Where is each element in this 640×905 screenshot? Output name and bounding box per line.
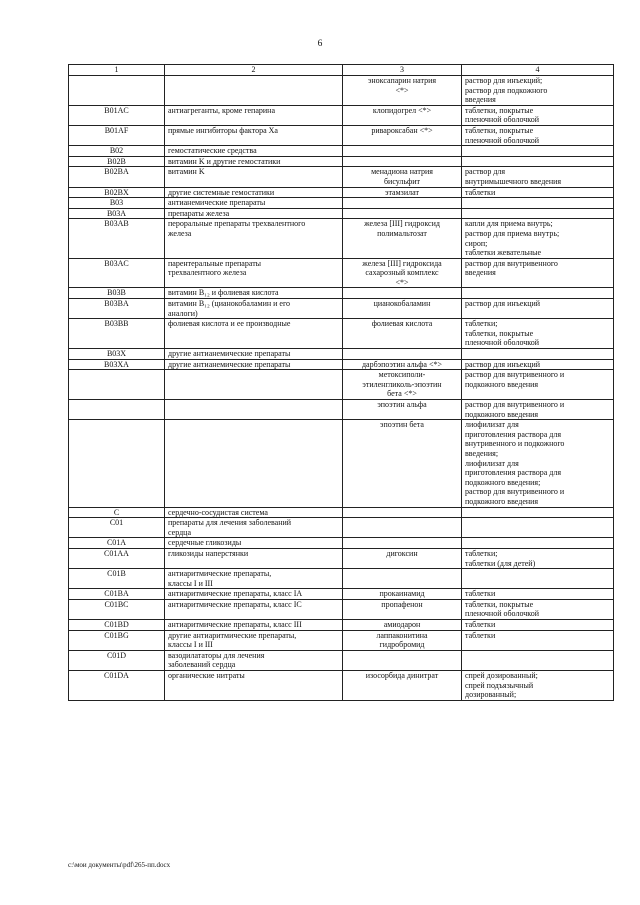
- table-row: [69, 420, 614, 507]
- table-row: [69, 507, 614, 518]
- drug-name-cell: [343, 125, 462, 145]
- dosage-form-line: подкожного введения: [465, 379, 539, 389]
- group-name-cell: [165, 400, 343, 420]
- group-name-cell: [165, 589, 343, 600]
- table-row: [69, 349, 614, 360]
- drug-name-line: изосорбида динитрат: [365, 671, 439, 681]
- dosage-form-cell: [462, 299, 614, 319]
- group-name-cell: [165, 198, 343, 209]
- dosage-form-cell: [462, 288, 614, 299]
- dosage-form-line: дозированный;: [465, 690, 517, 700]
- table-row: [69, 258, 614, 288]
- drug-name-cell: [343, 599, 462, 619]
- dosage-form-line: таблетки: [465, 630, 496, 640]
- dosage-form-line: подкожного введения: [465, 409, 539, 419]
- drug-name-line: дарбэпоэтин альфа <*>: [361, 359, 442, 369]
- dosage-form-line: таблетки, покрытые: [465, 599, 534, 609]
- dosage-form-line: пленочной оболочкой: [465, 115, 540, 125]
- drug-name-cell: [343, 146, 462, 157]
- group-name-cell: [165, 288, 343, 299]
- table-row: [69, 671, 614, 701]
- atc-code-cell: B03A: [69, 208, 165, 219]
- table-row: [69, 198, 614, 209]
- group-name-line: гликозиды наперстянки: [168, 548, 249, 558]
- table-row: [69, 319, 614, 349]
- page-number: 6: [317, 39, 323, 49]
- dosage-form-line: таблетки: [465, 187, 496, 197]
- table-row: [69, 156, 614, 167]
- dosage-form-line: таблетки (для детей): [465, 558, 536, 568]
- table-row: [69, 288, 614, 299]
- dosage-form-line: спрей подъязычный: [465, 680, 534, 690]
- atc-code-cell: [69, 370, 165, 400]
- table-row: [69, 125, 614, 145]
- drug-name-cell: [343, 76, 462, 106]
- drug-name-line: этамзилат: [385, 187, 419, 197]
- group-name-line: трехвалентного железа: [168, 268, 247, 278]
- dosage-form-line: раствор для приема внутрь;: [465, 228, 560, 238]
- dosage-form-line: пленочной оболочкой: [465, 609, 540, 619]
- group-name-line: антиаритмические препараты,: [168, 569, 272, 579]
- group-name-line: аналоги): [168, 308, 198, 318]
- dosage-form-line: таблетки, покрытые: [465, 105, 534, 115]
- table-row: [69, 187, 614, 198]
- atc-code-cell: B02BX: [69, 187, 165, 198]
- drug-name-line: клопидогрел <*>: [372, 105, 432, 115]
- dosage-form-line: таблетки;: [465, 319, 498, 329]
- dosage-form-cell: [462, 620, 614, 631]
- drug-name-line: эноксапарин натрия: [367, 76, 437, 85]
- drug-name-cell: [343, 219, 462, 258]
- group-name-line: антиагреганты, кроме гепарина: [168, 105, 275, 115]
- dosage-form-line: спрей дозированный;: [465, 671, 538, 681]
- group-name-cell: [165, 599, 343, 619]
- dosage-form-line: раствор для: [465, 167, 506, 177]
- atc-code-cell: B03BB: [69, 319, 165, 349]
- group-name-line: другие антиаритмические препараты,: [168, 630, 297, 640]
- drug-name-cell: [343, 319, 462, 349]
- drug-table: [68, 64, 614, 701]
- drug-name-cell: [343, 589, 462, 600]
- atc-code-cell: [69, 76, 165, 106]
- group-name-cell: [165, 219, 343, 258]
- drug-name-cell: [343, 420, 462, 507]
- drug-name-line: железа [III] гидроксида: [362, 258, 442, 268]
- dosage-form-line: капли для приема внутрь;: [465, 219, 553, 229]
- dosage-form-cell: [462, 198, 614, 209]
- atc-code-cell: C01D: [69, 650, 165, 670]
- drug-name-line: амиодарон: [383, 620, 421, 630]
- atc-code-cell: C01: [69, 518, 165, 538]
- dosage-form-cell: [462, 146, 614, 157]
- drug-name-cell: [343, 548, 462, 568]
- table-row: [69, 589, 614, 600]
- group-name-line: вазодилататоры для лечения: [168, 650, 265, 660]
- table-row: [69, 620, 614, 631]
- table-row: [69, 630, 614, 650]
- dosage-form-cell: [462, 359, 614, 370]
- drug-name-line: гидробромид: [379, 640, 425, 650]
- drug-name-cell: [343, 400, 462, 420]
- group-name-line: железа: [168, 228, 192, 238]
- dosage-form-cell: [462, 589, 614, 600]
- dosage-form-line: подкожного введения: [465, 496, 539, 506]
- atc-code-cell: B01AF: [69, 125, 165, 145]
- dosage-form-cell: [462, 187, 614, 198]
- drug-name-line: сахарозный комплекс: [365, 268, 439, 278]
- atc-code-cell: B02BA: [69, 167, 165, 187]
- column-header: 4: [462, 65, 614, 76]
- atc-code-cell: B03B: [69, 288, 165, 299]
- drug-name-line: дигоксин: [386, 548, 418, 558]
- drug-name-cell: [343, 299, 462, 319]
- atc-code-cell: C01DA: [69, 671, 165, 701]
- dosage-form-line: раствор для инъекций: [465, 299, 541, 309]
- dosage-form-cell: [462, 538, 614, 549]
- group-name-cell: [165, 420, 343, 507]
- group-name-cell: [165, 548, 343, 568]
- dosage-form-line: раствор для внутривенного и: [465, 400, 565, 409]
- drug-name-line: эпоэтин альфа: [377, 400, 427, 409]
- group-name-cell: [165, 146, 343, 157]
- drug-name-cell: [343, 370, 462, 400]
- drug-name-cell: [343, 258, 462, 288]
- atc-code-cell: [69, 420, 165, 507]
- table-row: [69, 76, 614, 106]
- group-name-line: фолиевая кислота и ее производные: [168, 319, 291, 329]
- dosage-form-line: таблетки: [465, 589, 496, 599]
- dosage-form-line: таблетки;: [465, 548, 498, 558]
- drug-name-cell: [343, 620, 462, 631]
- atc-code-cell: B03AB: [69, 219, 165, 258]
- dosage-form-line: таблетки: [465, 620, 496, 630]
- atc-code-cell: C: [69, 507, 165, 518]
- group-name-cell: [165, 167, 343, 187]
- drug-name-cell: [343, 187, 462, 198]
- dosage-form-cell: [462, 650, 614, 670]
- drug-name-line: полимальтозат: [377, 228, 427, 238]
- table-row: [69, 299, 614, 319]
- dosage-form-cell: [462, 569, 614, 589]
- table-row: [69, 518, 614, 538]
- group-name-line: органические нитраты: [168, 671, 245, 681]
- table-row: [69, 538, 614, 549]
- group-name-line: антиаритмические препараты, класс IC: [168, 599, 302, 609]
- drug-name-cell: [343, 671, 462, 701]
- group-name-cell: [165, 630, 343, 650]
- dosage-form-line: раствор для внутривенного: [465, 258, 558, 268]
- atc-code-cell: C01BG: [69, 630, 165, 650]
- dosage-form-line: внутримышечного введения: [465, 176, 562, 186]
- drug-name-line: этиленгликоль-эпоэтин: [362, 379, 442, 389]
- column-header: 2: [165, 65, 343, 76]
- atc-code-cell: C01BA: [69, 589, 165, 600]
- group-name-line: сердечные гликозиды: [168, 538, 242, 548]
- atc-code-cell: B03BA: [69, 299, 165, 319]
- drug-name-line: метоксиполи-: [378, 370, 426, 380]
- group-name-cell: [165, 258, 343, 288]
- dosage-form-line: раствор для внутривенного и: [465, 487, 565, 497]
- table-row: [69, 548, 614, 568]
- dosage-form-line: раствор для подкожного: [465, 85, 548, 95]
- drug-name-cell: [343, 208, 462, 219]
- dosage-form-cell: [462, 105, 614, 125]
- atc-code-cell: C01BC: [69, 599, 165, 619]
- group-name-cell: [165, 319, 343, 349]
- atc-code-cell: B01AC: [69, 105, 165, 125]
- drug-name-line: бисульфит: [383, 176, 421, 186]
- column-header: 3: [343, 65, 462, 76]
- dosage-form-cell: [462, 400, 614, 420]
- dosage-form-cell: [462, 156, 614, 167]
- dosage-form-cell: [462, 630, 614, 650]
- dosage-form-cell: [462, 599, 614, 619]
- dosage-form-line: пленочной оболочкой: [465, 135, 540, 145]
- dosage-form-line: введения;: [465, 448, 499, 458]
- group-name-cell: [165, 156, 343, 167]
- group-name-line: сердца: [168, 527, 191, 537]
- group-name-line: гемостатические средства: [168, 146, 257, 156]
- drug-name-line: фолиевая кислота: [371, 319, 433, 329]
- group-name-cell: [165, 125, 343, 145]
- dosage-form-line: приготовления раствора для: [465, 468, 561, 478]
- table-row: [69, 370, 614, 400]
- dosage-form-line: раствор для инъекций: [465, 359, 541, 369]
- dosage-form-cell: [462, 208, 614, 219]
- group-name-line: другие системные гемостатики: [168, 187, 275, 197]
- table-row: [69, 219, 614, 258]
- dosage-form-line: таблетки жевательные: [465, 248, 542, 258]
- table-row: [69, 167, 614, 187]
- atc-code-cell: B03: [69, 198, 165, 209]
- atc-code-cell: B03X: [69, 349, 165, 360]
- group-name-cell: [165, 299, 343, 319]
- atc-code-cell: C01AA: [69, 548, 165, 568]
- group-name-line: другие антианемические препараты: [168, 359, 291, 369]
- drug-name-cell: [343, 630, 462, 650]
- drug-name-line: пропафенон: [381, 599, 423, 609]
- group-name-line: антианемические препараты: [168, 198, 266, 208]
- drug-name-line: прокаинамид: [379, 589, 425, 599]
- dosage-form-cell: [462, 76, 614, 106]
- group-name-line: антиаритмические препараты, класс III: [168, 620, 302, 630]
- drug-name-cell: [343, 569, 462, 589]
- atc-code-cell: B02: [69, 146, 165, 157]
- table-row: [69, 569, 614, 589]
- drug-name-cell: [343, 349, 462, 360]
- drug-name-cell: [343, 538, 462, 549]
- group-name-line: витамин B₁₂ и фолиевая кислота: [168, 288, 279, 298]
- dosage-form-line: подкожного введения;: [465, 477, 541, 487]
- group-name-line: пероральные препараты трехвалентного: [168, 219, 306, 229]
- group-name-cell: [165, 105, 343, 125]
- dosage-form-line: таблетки, покрытые: [465, 125, 534, 135]
- dosage-form-line: приготовления раствора для: [465, 429, 561, 439]
- group-name-line: сердечно-сосудистая система: [168, 507, 268, 517]
- atc-code-cell: C01A: [69, 538, 165, 549]
- drug-name-line: ривароксабан <*>: [371, 125, 433, 135]
- dosage-form-cell: [462, 349, 614, 360]
- group-name-cell: [165, 620, 343, 631]
- table-row: [69, 599, 614, 619]
- dosage-form-line: раствор для внутривенного и: [465, 370, 565, 380]
- atc-code-cell: B03XA: [69, 359, 165, 370]
- table-row: [69, 650, 614, 670]
- group-name-cell: [165, 187, 343, 198]
- drug-name-cell: [343, 518, 462, 538]
- dosage-form-cell: [462, 167, 614, 187]
- group-name-cell: [165, 671, 343, 701]
- drug-name-line: <*>: [395, 277, 409, 287]
- group-name-cell: [165, 538, 343, 549]
- group-name-cell: [165, 208, 343, 219]
- dosage-form-cell: [462, 125, 614, 145]
- group-name-line: классы I и III: [168, 640, 213, 650]
- group-name-line: препараты железа: [168, 208, 230, 218]
- drug-name-line: <*>: [395, 85, 409, 95]
- group-name-line: заболеваний сердца: [168, 660, 236, 670]
- drug-name-line: менадиона натрия: [371, 167, 433, 177]
- drug-name-cell: [343, 507, 462, 518]
- group-name-cell: [165, 650, 343, 670]
- drug-name-cell: [343, 105, 462, 125]
- table-row: [69, 400, 614, 420]
- dosage-form-line: внутривенного и подкожного: [465, 439, 565, 449]
- drug-name-line: эпоэтин бета: [380, 420, 424, 430]
- drug-name-line: цианокобаламин: [373, 299, 431, 309]
- atc-code-cell: B02B: [69, 156, 165, 167]
- dosage-form-line: таблетки, покрытые: [465, 328, 534, 338]
- atc-code-cell: B03AC: [69, 258, 165, 288]
- footer-file-path: c:\мои документы\pdf\265-пп.docx: [68, 861, 171, 869]
- drug-name-line: лаппаконитина: [376, 630, 428, 640]
- group-name-line: витамин K и другие гемостатики: [168, 156, 281, 166]
- dosage-form-line: раствор для инъекций;: [465, 76, 543, 85]
- table-row: [69, 208, 614, 219]
- table-row: [69, 105, 614, 125]
- drug-name-cell: [343, 167, 462, 187]
- group-name-line: классы I и III: [168, 578, 213, 588]
- table-row: [69, 146, 614, 157]
- group-name-line: витамин B₁₂ (цианокобаламин и его: [168, 299, 291, 309]
- table-row: [69, 359, 614, 370]
- group-name-cell: [165, 359, 343, 370]
- group-name-line: парентеральные препараты: [168, 258, 262, 268]
- group-name-line: препараты для лечения заболеваний: [168, 518, 292, 528]
- table-header-row: [69, 65, 614, 76]
- dosage-form-cell: [462, 507, 614, 518]
- group-name-line: прямые ингибиторы фактора Xa: [168, 125, 278, 135]
- column-header: 1: [69, 65, 165, 76]
- drug-name-cell: [343, 650, 462, 670]
- drug-name-cell: [343, 156, 462, 167]
- drug-name-line: железа [III] гидроксид: [364, 219, 440, 229]
- dosage-form-line: лиофилизат для: [465, 458, 519, 468]
- dosage-form-cell: [462, 548, 614, 568]
- drug-name-cell: [343, 359, 462, 370]
- dosage-form-line: введения: [465, 95, 496, 105]
- group-name-cell: [165, 349, 343, 360]
- dosage-form-cell: [462, 518, 614, 538]
- drug-name-cell: [343, 288, 462, 299]
- group-name-line: витамин K: [168, 167, 205, 177]
- dosage-form-cell: [462, 671, 614, 701]
- atc-code-cell: C01BD: [69, 620, 165, 631]
- group-name-cell: [165, 518, 343, 538]
- group-name-cell: [165, 569, 343, 589]
- drug-name-cell: [343, 198, 462, 209]
- atc-code-cell: C01B: [69, 569, 165, 589]
- dosage-form-cell: [462, 370, 614, 400]
- group-name-cell: [165, 507, 343, 518]
- atc-code-cell: [69, 400, 165, 420]
- group-name-cell: [165, 76, 343, 106]
- drug-name-line: бета <*>: [387, 389, 417, 399]
- group-name-line: антиаритмические препараты, класс IA: [168, 589, 303, 599]
- dosage-form-cell: [462, 319, 614, 349]
- dosage-form-line: пленочной оболочкой: [465, 338, 540, 348]
- dosage-form-cell: [462, 219, 614, 258]
- group-name-cell: [165, 370, 343, 400]
- dosage-form-line: сироп;: [465, 238, 488, 248]
- dosage-form-line: введения: [465, 268, 496, 278]
- dosage-form-cell: [462, 420, 614, 507]
- dosage-form-cell: [462, 258, 614, 288]
- dosage-form-line: лиофилизат для: [465, 420, 519, 430]
- group-name-line: другие антианемические препараты: [168, 349, 291, 359]
